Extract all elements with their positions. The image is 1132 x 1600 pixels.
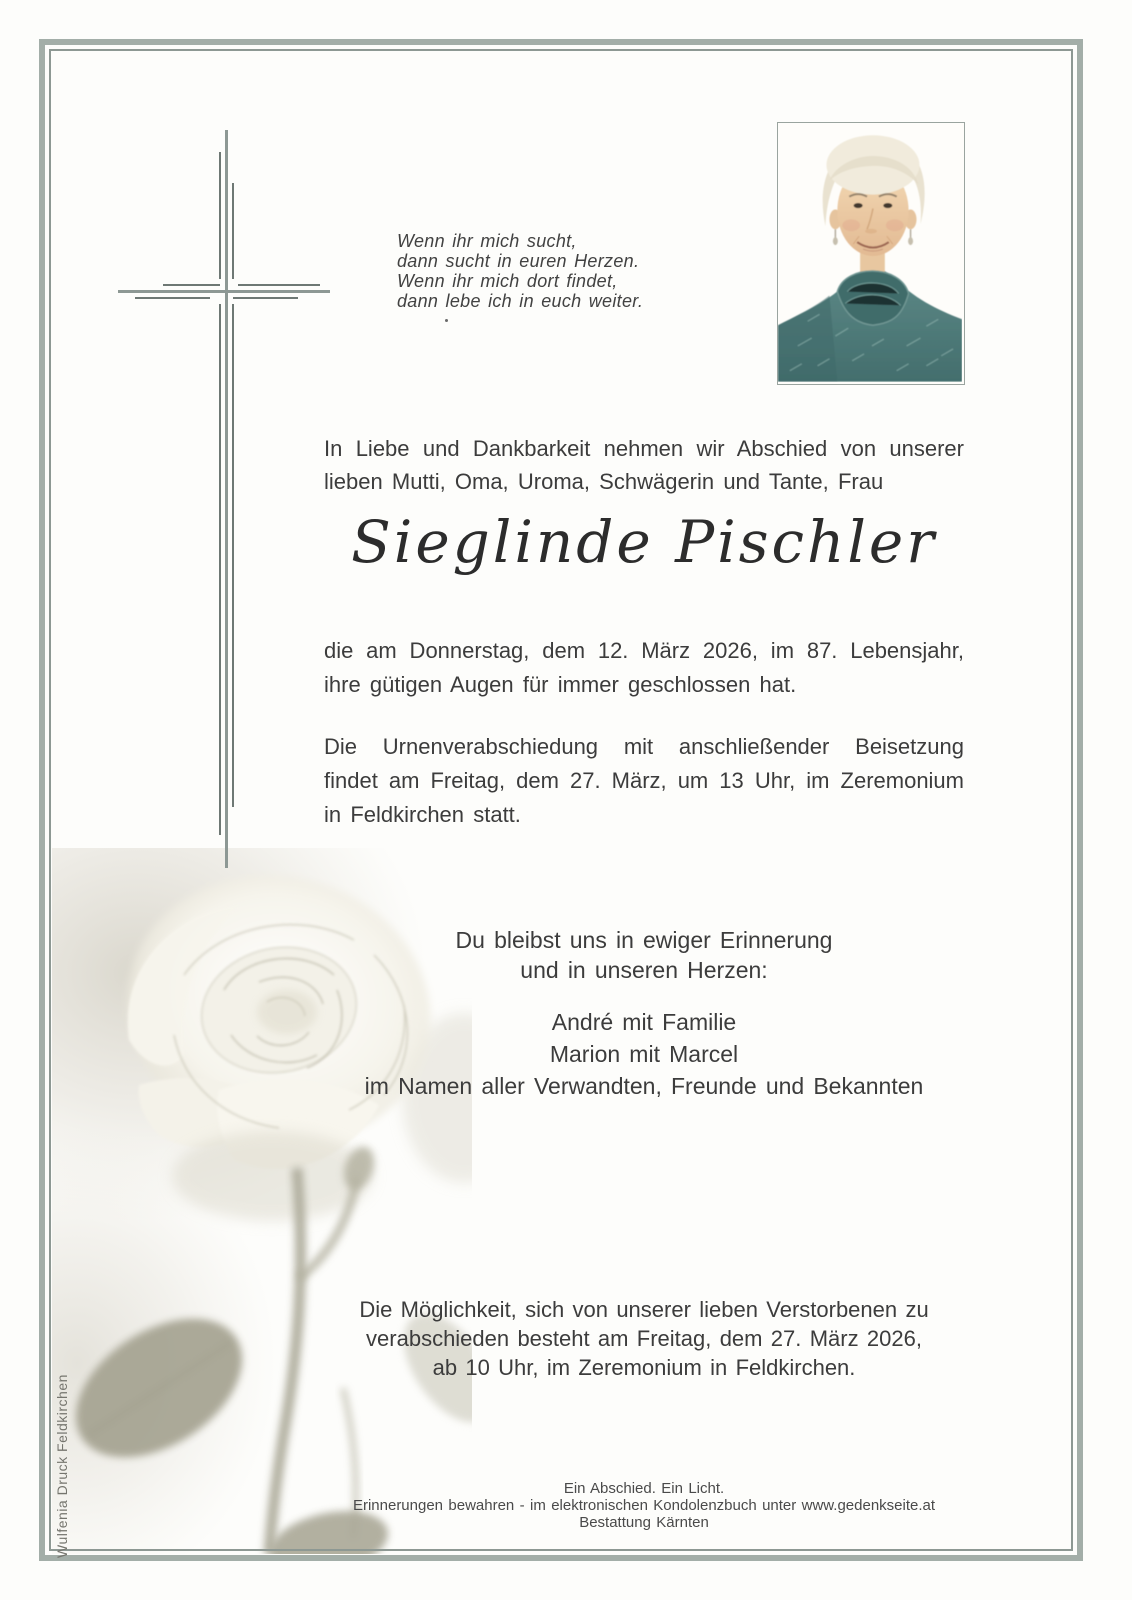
announcement-line: In Liebe und Dankbarkeit nehmen wir Abschied von unserer: [324, 436, 964, 461]
remembrance-block: [324, 925, 964, 985]
mourner-entry: André mit Familie: [551, 1009, 737, 1035]
announcement-line: lieben Mutti, Oma, Uroma, Schwägerin und Tante, Frau: [324, 469, 884, 494]
remembrance-line: und in unseren Herzen:: [520, 957, 768, 983]
footer-line: Bestattung Kärnten: [579, 1514, 709, 1531]
poem-line: Wenn ihr mich sucht,: [397, 231, 577, 251]
ceremony-line: findet am Freitag, dem 27. März, um 13 Uhr, im Zeremonium: [324, 768, 964, 793]
cross-horizontal-echo: [163, 284, 220, 286]
cross-horizontal-echo: [135, 297, 210, 299]
footer-block: [324, 1480, 964, 1531]
cross-vertical-echo: [219, 304, 221, 835]
viewing-line: verabschieden besteht am Freitag, dem 27. März 2026,: [366, 1326, 922, 1351]
ceremony-paragraph: [324, 730, 964, 832]
cross-horizontal-echo: [238, 284, 320, 286]
poem-line: Wenn ihr mich dort findet,: [397, 271, 618, 291]
cross-vertical-main: [225, 130, 228, 868]
memorial-poem: [397, 231, 643, 311]
ceremony-line: Die Urnenverabschiedung mit anschließender Beisetzung: [324, 734, 964, 759]
death-notice-line: die am Donnerstag, dem 12. März 2026, im 87. Lebensjahr,: [324, 638, 964, 663]
death-notice-line: ihre gütigen Augen für immer geschlossen hat.: [324, 672, 797, 697]
mourners-block: [324, 1006, 964, 1102]
printer-credit: Wulfenia Druck Feldkirchen: [54, 1374, 70, 1558]
cross-vertical-echo: [232, 183, 234, 279]
cross-vertical-echo: [232, 304, 234, 807]
deceased-photo: [777, 122, 965, 385]
mourner-entry: Marion mit Marcel: [549, 1041, 739, 1067]
poem-period-mark: [445, 319, 448, 322]
footer-line: Erinnerungen bewahren - im elektronischen Kondolenzbuch unter www.gedenkseite.at: [352, 1497, 936, 1514]
poem-line: dann lebe ich in euch weiter.: [397, 291, 644, 311]
remembrance-line: Du bleibst uns in ewiger Erinnerung: [455, 927, 833, 953]
cross-horizontal-echo: [233, 297, 298, 299]
viewing-paragraph: [324, 1295, 964, 1382]
death-notice-paragraph: [324, 634, 964, 702]
cross-vertical-echo: [219, 152, 221, 279]
cross-horizontal-main: [118, 290, 330, 293]
viewing-line: ab 10 Uhr, im Zeremonium in Feldkirchen.: [432, 1355, 856, 1380]
footer-line: Ein Abschied. Ein Licht.: [563, 1480, 725, 1497]
viewing-line: Die Möglichkeit, sich von unserer lieben Verstorbenen zu: [359, 1297, 929, 1322]
ceremony-line: in Feldkirchen statt.: [324, 802, 521, 827]
deceased-name: Sieglinde Pischler: [351, 508, 937, 576]
portrait-illustration: [778, 123, 962, 382]
mourners-closing: im Namen aller Verwandten, Freunde und Bekannten: [364, 1073, 924, 1099]
poem-line: dann sucht in euren Herzen.: [397, 251, 640, 271]
announcement-paragraph: [324, 432, 964, 498]
